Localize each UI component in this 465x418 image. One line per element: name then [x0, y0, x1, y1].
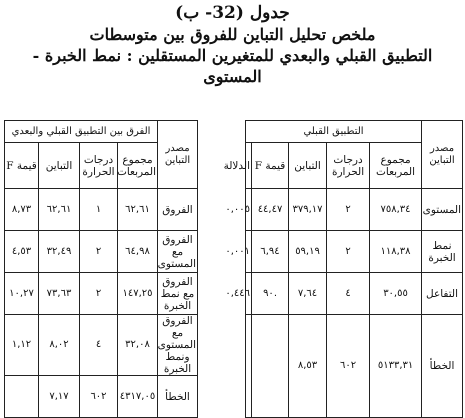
diff-f-cell: ٨,٧٣	[5, 189, 39, 231]
diff-source-cell: الفروق مع المستوى ونمط الخبرة	[157, 315, 196, 375]
pre-ss-cell: ٧٥٨,٣٤	[370, 189, 422, 231]
diff-source-header: مصدر التباين	[158, 121, 198, 189]
pre-sig-header: الدلالة	[246, 143, 252, 189]
pre-var-cell: ٧,٦٤	[289, 273, 327, 315]
diff-df-cell: ٤	[80, 315, 118, 376]
diff-ss-cell: ٣٢,٠٨	[118, 315, 158, 376]
diff-f-cell: ١٠,٢٧	[5, 273, 39, 315]
pre-ss-header: مجموع المربعات	[370, 143, 422, 189]
diff-ss-header: مجموع المربعات	[118, 143, 158, 189]
pre-sig-cell: ٠,٠٠١	[246, 231, 252, 273]
diff-var-cell: ٧,١٧	[39, 376, 80, 418]
pre-var-header: التباين	[289, 143, 327, 189]
pre-f-cell: ٦,٩٤	[252, 231, 289, 273]
diff-f-cell: ١,١٢	[5, 315, 39, 376]
pre-source-cell: التفاعل	[422, 273, 463, 315]
diff-ss-cell: ٦٤,٩٨	[118, 231, 158, 273]
pre-f-cell: ٤٤,٤٧	[252, 189, 289, 231]
diff-f-header: قيمة F	[5, 143, 39, 189]
pre-df-header: درجات الحرارة	[327, 143, 370, 189]
table-title-line-3: المستوى	[203, 67, 262, 86]
diff-df-cell: ١	[80, 189, 118, 231]
diff-df-header: درجات الحرارة	[80, 143, 118, 189]
diff-var-cell: ٧٣,٦٣	[39, 273, 80, 315]
diff-var-cell: ٦٢,٦١	[39, 189, 80, 231]
diff-ss-cell: ٦٢,٦١	[118, 189, 158, 231]
table-title-line-2: التطبيق القبلي والبعدي للمتغيرين المستقلين : نمط الخبرة -	[32, 46, 433, 65]
pre-source-cell: المستوى	[422, 189, 463, 231]
diff-ss-cell: ٤٣١٧,٠٥	[118, 376, 158, 418]
diff-var-header: التباين	[39, 143, 80, 189]
pre-source-cell: الخطأ	[422, 315, 463, 418]
pre-source-cell: نمط الخبرة	[422, 231, 463, 273]
pre-sig-cell	[246, 315, 252, 418]
pre-df-cell: ٢	[327, 189, 370, 231]
pre-ss-cell: ٣٠,٥٥	[370, 273, 422, 315]
table-number: جدول (32- ب)	[175, 3, 290, 23]
pre-sig-cell: ٠,٤٤٦	[246, 273, 252, 315]
diff-df-cell: ٦٠٢	[80, 376, 118, 418]
pre-f-cell: .٩٠	[252, 273, 289, 315]
diff-ss-cell: ١٤٧,٢٥	[118, 273, 158, 315]
diff-source-cell: الخطأ	[158, 376, 198, 418]
diff-var-cell: ٣٢,٤٩	[39, 231, 80, 273]
anova-table	[4, 120, 463, 418]
pre-var-cell: ٣٧٩,١٧	[289, 189, 327, 231]
pre-f-header: قيمة F	[252, 143, 289, 189]
diff-df-cell: ٢	[80, 231, 118, 273]
diff-source-cell: الفروق مع المستوى	[158, 231, 198, 273]
pre-sig-cell: ٠,٠٠٥	[246, 189, 252, 231]
pre-df-cell: ٦٠٢	[327, 315, 370, 418]
pre-var-cell: ٨,٥٣	[289, 315, 327, 418]
pre-ss-cell: ٥١٣٣,٣١	[370, 315, 422, 418]
pre-var-cell: ٥٩,١٩	[289, 231, 327, 273]
pre-df-cell: ٤	[327, 273, 370, 315]
diff-df-cell: ٢	[80, 273, 118, 315]
pre-group-header: التطبيق القبلي	[246, 121, 422, 143]
table-heading	[0, 2, 465, 87]
pre-df-cell: ٢	[327, 231, 370, 273]
diff-source-cell: الفروق	[158, 189, 198, 231]
diff-group-header: الفرق بين التطبيق القبلي والبعدي	[5, 121, 158, 143]
diff-f-cell	[5, 376, 39, 418]
table-title-line-1: ملخص تحليل التباين للفروق بين متوسطات	[89, 25, 376, 44]
pre-ss-cell: ١١٨,٣٨	[370, 231, 422, 273]
diff-var-cell: ٨,٠٢	[39, 315, 80, 376]
pre-f-cell	[252, 315, 289, 418]
pre-source-header: مصدر التباين	[422, 121, 463, 189]
diff-f-cell: ٤,٥٣	[5, 231, 39, 273]
diff-source-cell: الفروق مع نمط الخبرة	[158, 273, 198, 315]
